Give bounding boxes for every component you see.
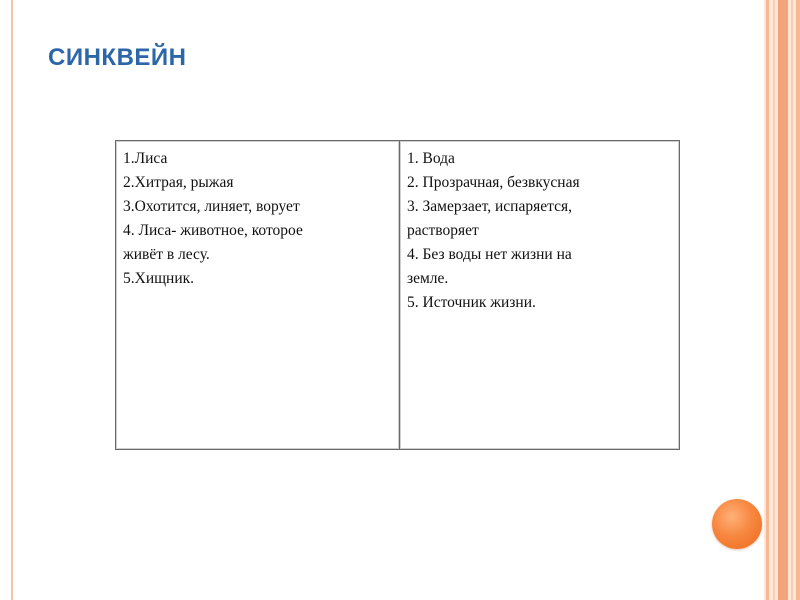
syncwine-table [115, 140, 680, 450]
fox-line-5: живёт в лесу. [123, 246, 210, 263]
fox-line-4: 4. Лиса- животное, которое [123, 222, 303, 239]
table-row [116, 141, 680, 450]
fox-line-1: 1.Лиса [123, 150, 168, 167]
decorative-stripe [773, 0, 775, 600]
decorative-stripe [778, 0, 788, 600]
fox-cinquain-cell [116, 141, 400, 450]
fox-line-3: 3.Охотится, линяет, ворует [123, 198, 300, 215]
water-line-5: 4. Без воды нет жизни на [407, 246, 572, 263]
orange-circle-icon [712, 499, 762, 549]
water-line-4: растворяет [407, 222, 479, 239]
fox-line-2: 2.Хитрая, рыжая [123, 174, 234, 191]
fox-line-6: 5.Хищник. [123, 270, 195, 287]
decorative-stripe [796, 0, 800, 600]
water-cinquain-cell [400, 141, 680, 450]
decorative-stripe [791, 0, 793, 600]
water-line-2: 2. Прозрачная, безвкусная [407, 174, 580, 191]
decorative-stripe [766, 0, 769, 600]
water-line-7: 5. Источник жизни. [407, 294, 536, 311]
water-line-6: земле. [407, 270, 449, 287]
water-line-1: 1. Вода [407, 150, 455, 167]
left-rule [11, 0, 13, 600]
slide-title: СИНКВЕЙН [48, 44, 187, 71]
water-line-3: 3. Замерзает, испаряется, [407, 198, 572, 215]
